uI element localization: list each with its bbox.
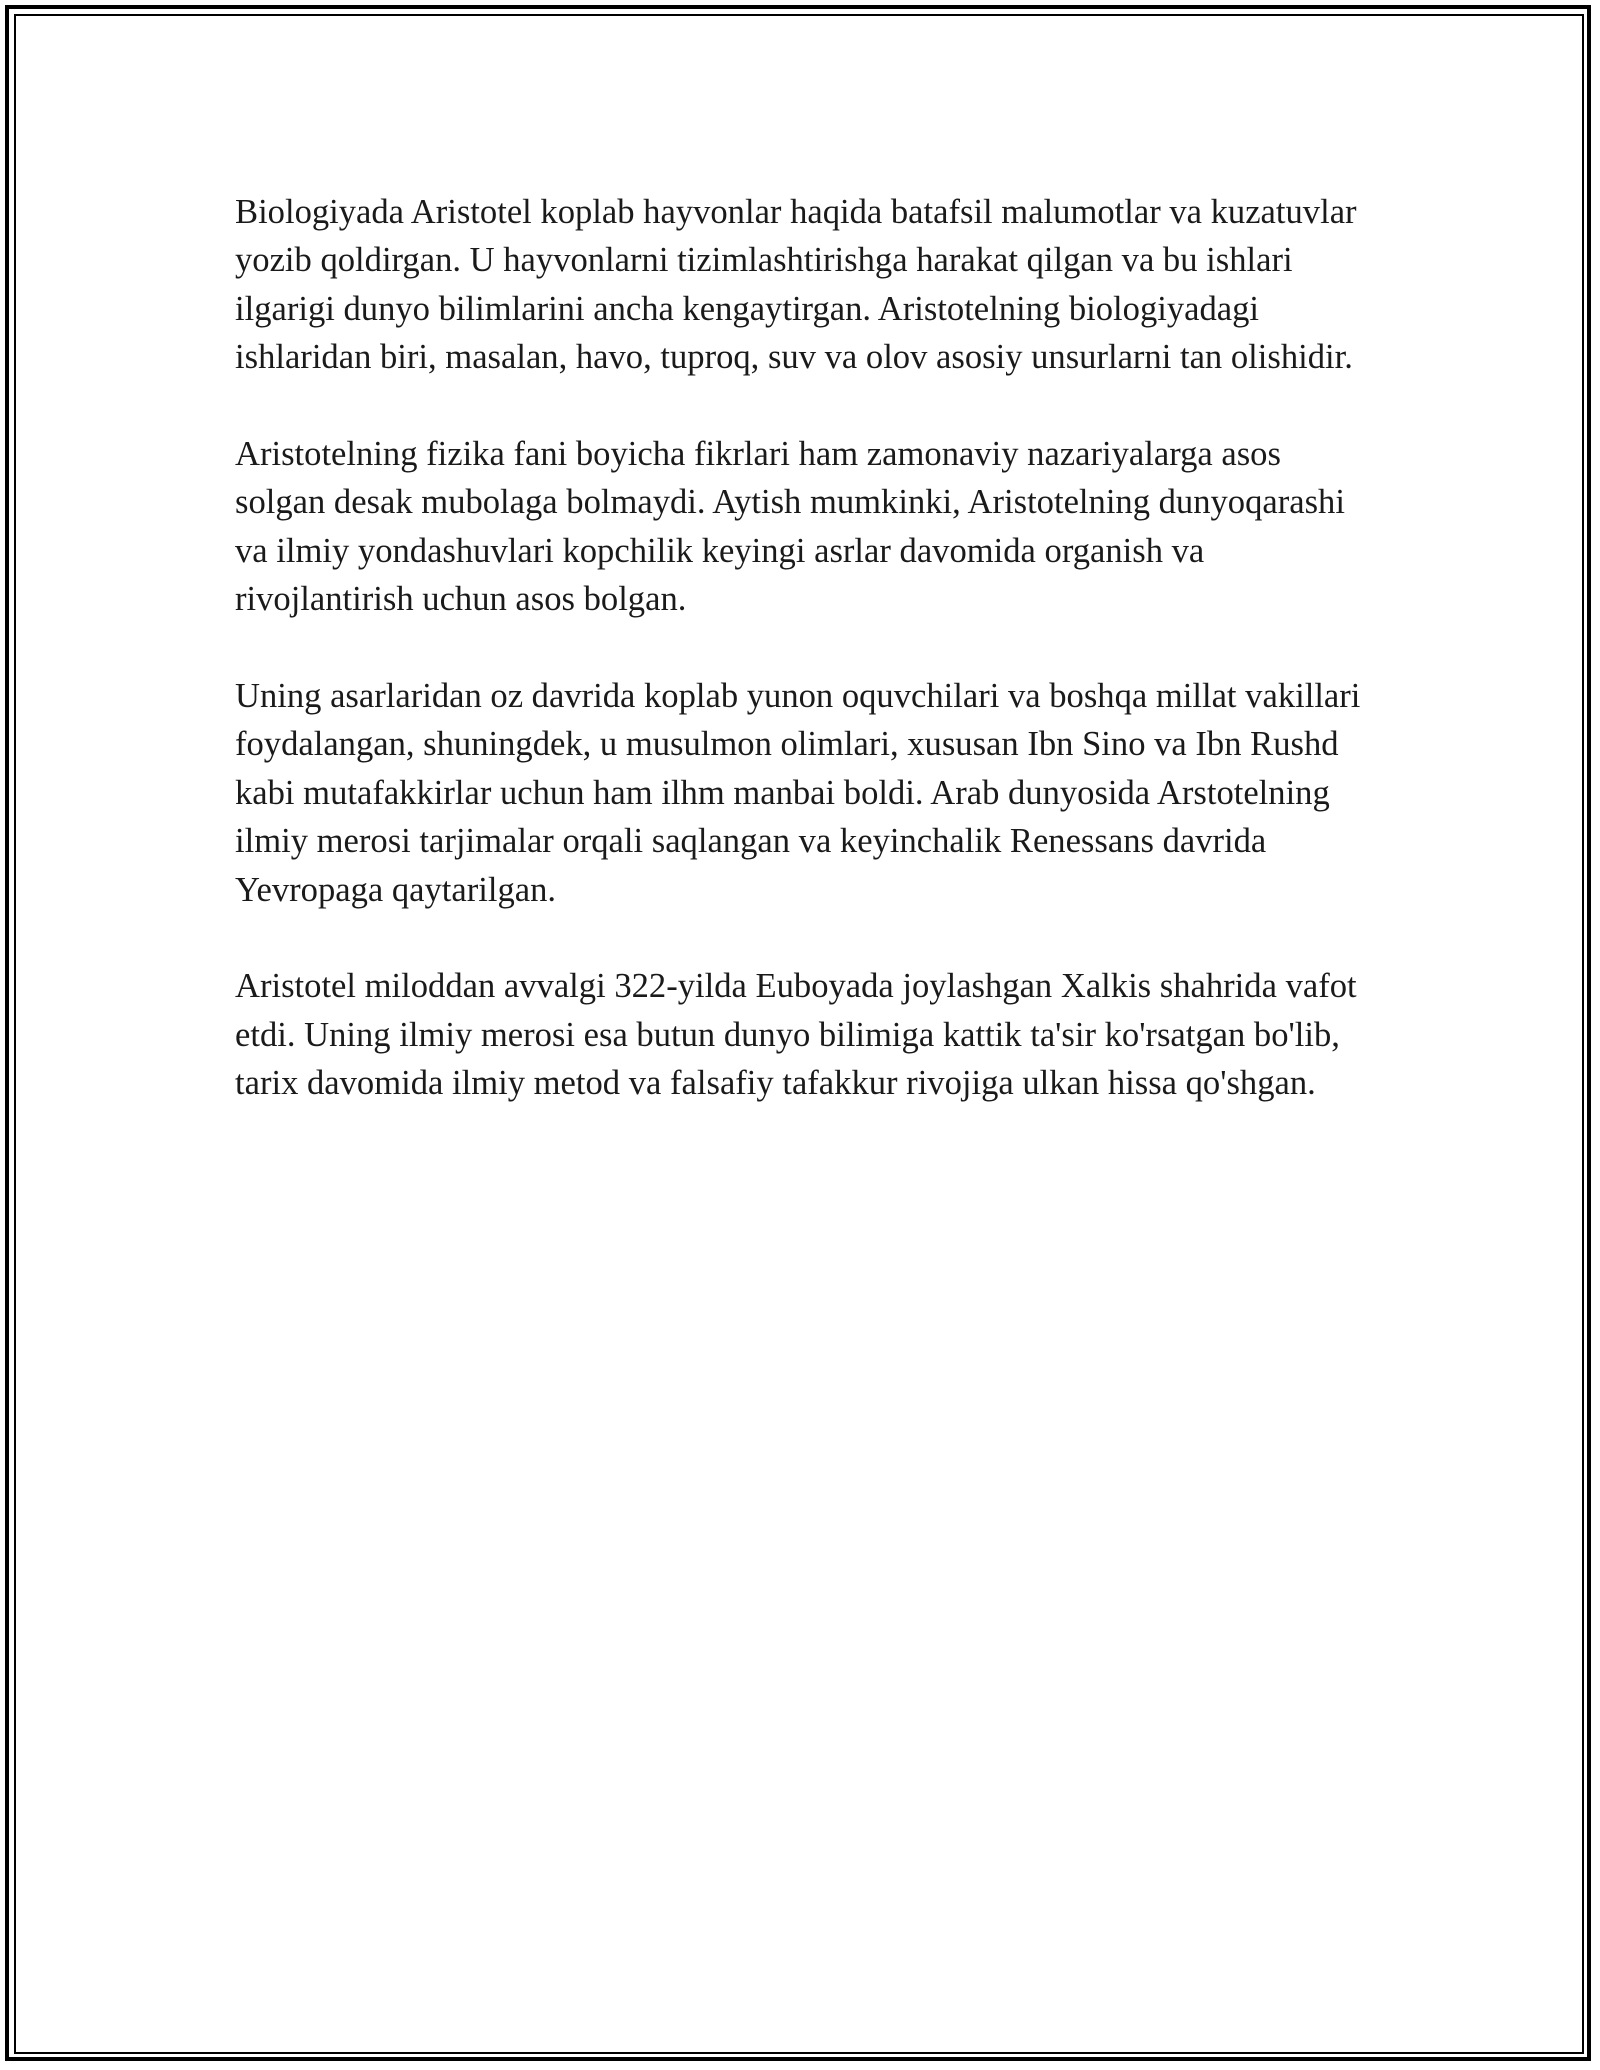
paragraph-death: Aristotel miloddan avvalgi 322-yilda Euboyada joylashgan Xalkis shahrida vafot etdi. Uning ilmiy merosi esa butun dunyo bilimiga kattik ta'sir ko'rsatgan bo'lib, tarix davomida ilmiy metod va falsafiy tafakkur rivojiga ulkan hissa qo'shgan. bbox=[235, 967, 1357, 1103]
document-body bbox=[235, 188, 1365, 1156]
paragraph-physics: Aristotelning fizika fani boyicha fikrlari ham zamonaviy nazariyalarga asos solgan desak mubolaga bolmaydi. Aytish mumkinki, Aristotelning dunyoqarashi va ilmiy yondashuvlari kopchilik keyingi asrlar davomida organish va rivojlantirish uchun asos bolgan. bbox=[235, 435, 1345, 619]
paragraph-biology: Biologiyada Aristotel koplab hayvonlar haqida batafsil malumotlar va kuzatuvlar yozib qoldirgan. U hayvonlarni tizimlashtirishga harakat qilgan va bu ishlari ilgarigi dunyo bilimlarini ancha kengaytirgan. Aristotelning biologiyadagi ishlaridan biri, masalan, havo, tuproq, suv va olov asosiy unsurlarni tan olishidir. bbox=[235, 193, 1357, 377]
paragraph-legacy: Uning asarlaridan oz davrida koplab yunon oquvchilari va boshqa millat vakillari foydalangan, shuningdek, u musulmon olimlari, xususan Ibn Sino va Ibn Rushd kabi mutafakkirlar uchun ham ilhm manbai boldi. Arab dunyosida Arstotelning ilmiy merosi tarjimalar orqali saqlangan va keyinchalik Renessans davrida Yevropaga qaytarilgan. bbox=[235, 677, 1361, 909]
